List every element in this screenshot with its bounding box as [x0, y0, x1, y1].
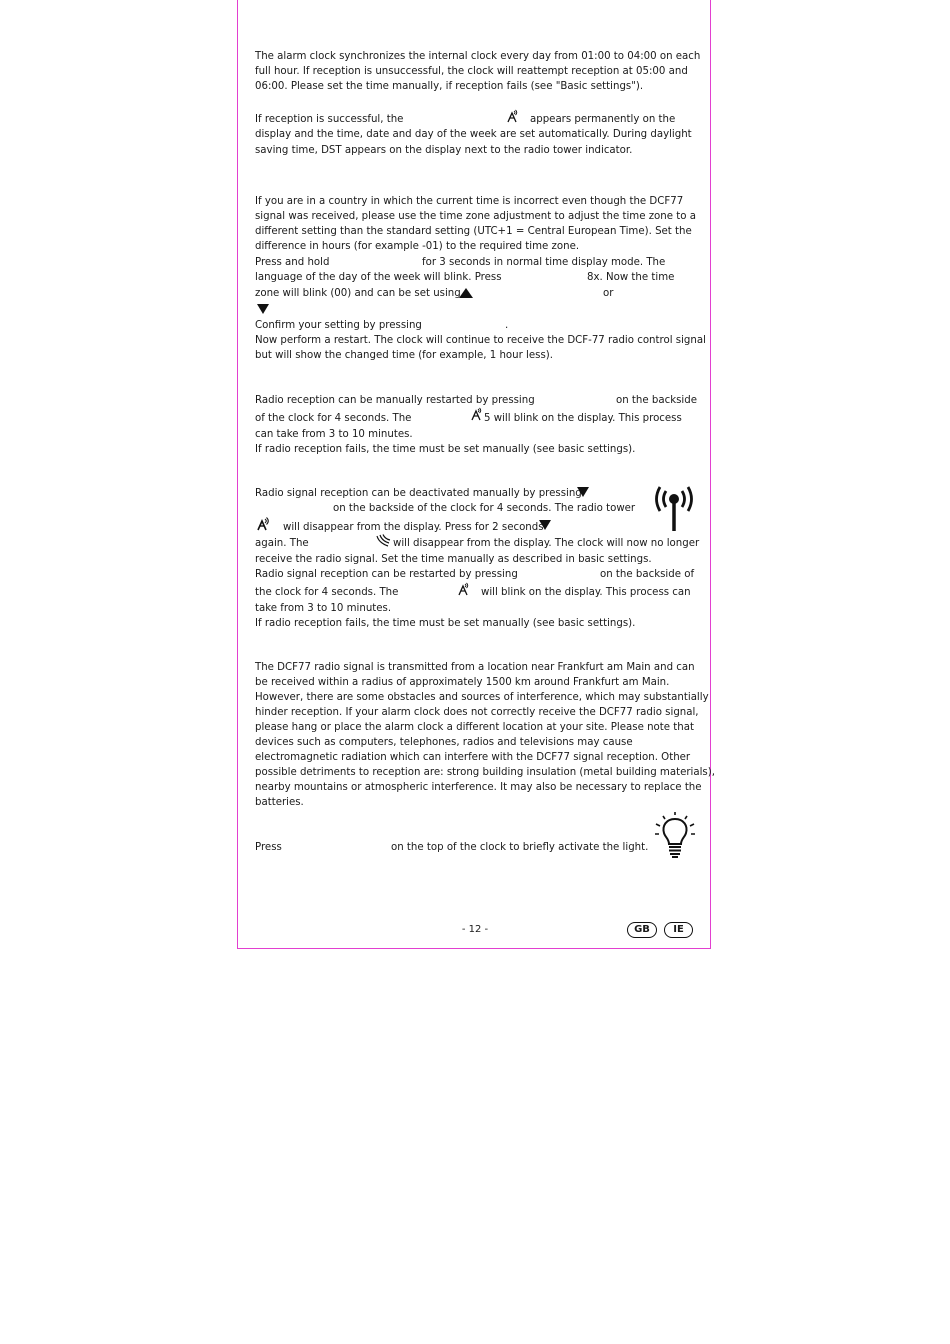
text-line: hinder reception. If your alarm clock does not correctly receive the DCF77 radio signal, [255, 707, 699, 718]
text-line: signal was received, please use the time zone adjustment to adjust the time zone to a [255, 211, 696, 222]
text-line: on the backside [616, 395, 697, 406]
text-line: electromagnetic radiation which can interfere with the DCF77 signal reception. Other [255, 752, 691, 763]
radio-tower-small-icon [256, 517, 270, 531]
text-line: 8x. Now the time [587, 272, 675, 283]
text-line: Radio signal reception can be deactivated manually by pressing [255, 488, 582, 499]
text-line: The alarm clock synchronizes the internal clock every day from 01:00 to 04:00 on each [255, 51, 701, 62]
text-line: will disappear from the display. The clock will now no longer [393, 538, 700, 549]
text-line: take from 3 to 10 minutes. [255, 603, 392, 614]
text-line: Radio signal reception can be restarted by pressing [255, 569, 518, 580]
text-line: or [603, 288, 614, 299]
country-badge-ie: IE [664, 922, 693, 938]
text-line: zone will blink (00) and can be set using [255, 288, 461, 299]
text-line: However, there are some obstacles and sources of interference, which may substantially [255, 692, 709, 703]
triangle-up-icon [459, 288, 473, 298]
text-line: possible detriments to reception are: strong building insulation (metal building materials), [255, 767, 715, 778]
triangle-down-icon [577, 487, 589, 497]
text-line: Press [255, 842, 282, 853]
text-line: nearby mountains or atmospheric interference. It may also be necessary to replace the [255, 782, 702, 793]
text-line: again. The [255, 538, 309, 549]
triangle-down-icon [539, 520, 551, 530]
radio-tower-small-icon [470, 407, 482, 421]
lightbulb-icon [654, 811, 696, 859]
radio-tower-small-icon [506, 109, 518, 123]
radio-tower-small-icon [457, 582, 469, 596]
text-line: If reception is successful, the [255, 114, 404, 125]
radio-waves-icon [376, 534, 391, 547]
text-line: The DCF77 radio signal is transmitted from a location near Frankfurt am Main and can [255, 662, 695, 673]
text-line: saving time, DST appears on the display next to the radio tower indicator. [255, 145, 633, 156]
text-line: of the clock for 4 seconds. The [255, 413, 412, 424]
triangle-down-icon [257, 304, 269, 314]
text-line: If radio reception fails, the time must be set manually (see basic settings). [255, 618, 636, 629]
text-line: will blink on the display. This process can [481, 587, 691, 598]
text-line: appears permanently on the [530, 114, 676, 125]
text-line: display and the time, date and day of the week are set automatically. During daylight [255, 129, 692, 140]
country-badge-gb: GB [627, 922, 657, 938]
text-line: receive the radio signal. Set the time manually as described in basic settings. [255, 554, 652, 565]
text-line: . [505, 320, 509, 331]
text-line: on the backside of [600, 569, 695, 580]
text-line: If you are in a country in which the current time is incorrect even though the DCF77 [255, 196, 684, 207]
text-line: devices such as computers, telephones, radios and televisions may cause [255, 737, 633, 748]
text-line: on the backside of the clock for 4 seconds. The radio tower [333, 503, 636, 514]
text-line: 5 will blink on the display. This process [484, 413, 682, 424]
text-line: will disappear from the display. Press for 2 seconds [283, 522, 544, 533]
text-line: be received within a radius of approximately 1500 km around Frankfurt am Main. [255, 677, 670, 688]
text-line: Press and hold [255, 257, 330, 268]
text-line: but will show the changed time (for example, 1 hour less). [255, 350, 553, 361]
text-line: Radio reception can be manually restarted by pressing [255, 395, 535, 406]
text-line: difference in hours (for example -01) to the required time zone. [255, 241, 580, 252]
text-line: If radio reception fails, the time must be set manually (see basic settings). [255, 444, 636, 455]
text-line: batteries. [255, 797, 304, 808]
text-line: Confirm your setting by pressing [255, 320, 422, 331]
text-line: different setting than the standard setting (UTC+1 = Central European Time). Set the [255, 226, 692, 237]
text-line: Now perform a restart. The clock will continue to receive the DCF-77 radio control signal [255, 335, 706, 346]
text-line: 06:00. Please set the time manually, if reception fails (see "Basic settings"). [255, 81, 644, 92]
text-line: can take from 3 to 10 minutes. [255, 429, 413, 440]
text-line: for 3 seconds in normal time display mode. The [422, 257, 666, 268]
text-line: please hang or place the alarm clock a different location at your site. Please note that [255, 722, 694, 733]
page-number: - 12 - [461, 924, 489, 935]
text-line: language of the day of the week will blink. Press [255, 272, 502, 283]
text-line: on the top of the clock to briefly activate the light. [391, 842, 649, 853]
text-line: full hour. If reception is unsuccessful, the clock will reattempt reception at 05:00 and [255, 66, 688, 77]
antenna-icon [653, 484, 695, 532]
text-line: the clock for 4 seconds. The [255, 587, 399, 598]
